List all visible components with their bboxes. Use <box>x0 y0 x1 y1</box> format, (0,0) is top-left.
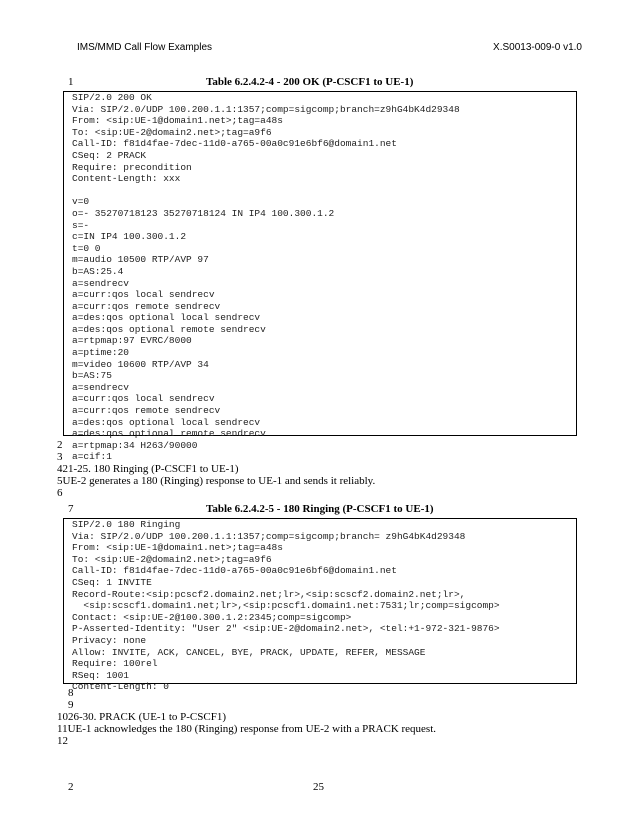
line-number: 8 <box>68 687 74 699</box>
code-line: a=curr:qos remote sendrecv <box>72 300 221 312</box>
code-line: b=AS:75 <box>72 370 112 382</box>
code-line: Contact: <sip:UE-2@100.300.1.2:2345;comp=sigcomp> <box>72 611 352 623</box>
code-listing-180-ringing <box>63 518 577 693</box>
table-caption: Table 6.2.4.2-5 - 180 Ringing (P-CSCF1 to UE-1) <box>206 503 434 515</box>
line-number: 7 <box>68 503 74 515</box>
code-line: CSeq: 2 PRACK <box>72 149 147 161</box>
code-line: c=IN IP4 100.300.1.2 <box>72 231 187 243</box>
code-line: To: <sip:UE-2@domain2.net>;tag=a9f6 <box>72 553 272 565</box>
code-line: Require: precondition <box>72 161 192 173</box>
running-header-doc-id: X.S0013-009-0 v1.0 <box>493 42 582 53</box>
table-caption: Table 6.2.4.2-4 - 200 OK (P-CSCF1 to UE-1) <box>206 76 414 88</box>
code-line: From: <sip:UE-1@domain1.net>;tag=a48s <box>72 542 283 554</box>
code-line: SIP/2.0 200 OK <box>72 92 152 103</box>
code-line: m=audio 10500 RTP/AVP 97 <box>72 254 209 266</box>
line-number: 6 <box>57 487 63 499</box>
code-line: To: <sip:UE-2@domain2.net>;tag=a9f6 <box>72 126 272 138</box>
code-line: a=rtpmap:97 EVRC/8000 <box>72 335 192 347</box>
body-paragraph: 11UE-1 acknowledges the 180 (Ringing) response from UE-2 with a PRACK request. <box>57 723 437 735</box>
code-line: CSeq: 1 INVITE <box>72 576 152 588</box>
running-header-title: IMS/MMD Call Flow Examples <box>77 42 213 53</box>
line-number: 1 <box>68 76 74 88</box>
code-line: a=cif:1 <box>72 451 112 463</box>
code-line: Call-ID: f81d4fae-7dec-11d0-a765-00a0c91e6bf6@domain1.net <box>72 565 397 577</box>
code-line: Content-Length: 0 <box>72 681 169 693</box>
code-line: Allow: INVITE, ACK, CANCEL, BYE, PRACK, UPDATE, REFER, MESSAGE <box>72 646 426 658</box>
code-line: m=video 10600 RTP/AVP 34 <box>72 358 209 370</box>
code-line <box>72 185 576 197</box>
code-line: P-Asserted-Identity: "User 2" <sip:UE-2@domain2.net>, <tel:+1-972-321-9876> <box>72 623 500 635</box>
code-line: a=ptime:20 <box>72 347 130 359</box>
code-line: b=AS:25.4 <box>72 265 124 277</box>
body-paragraph-heading: 1026-30. PRACK (UE-1 to P-CSCF1) <box>57 711 226 723</box>
code-line: a=curr:qos local sendrecv <box>72 289 215 301</box>
code-line: v=0 <box>72 196 90 208</box>
code-line: t=0 0 <box>72 242 101 254</box>
line-number: 12 <box>57 735 68 747</box>
line-number: 9 <box>68 699 74 711</box>
code-line: a=des:qos optional local sendrecv <box>72 416 261 428</box>
body-paragraph: 5UE-2 generates a 180 (Ringing) response to UE-1 and sends it reliably. <box>57 475 376 487</box>
code-line: From: <sip:UE-1@domain1.net>;tag=a48s <box>72 115 283 127</box>
code-listing-200-ok <box>63 91 577 463</box>
code-line: o=- 35270718123 35270718124 IN IP4 100.300.1.2 <box>72 207 335 219</box>
code-line: RSeq: 1001 <box>72 669 130 681</box>
line-number: 2 <box>57 439 63 451</box>
code-line: Privacy: none <box>72 634 147 646</box>
code-line: a=des:qos optional remote sendrecv <box>72 428 266 440</box>
code-line: a=rtpmap:34 H263/90000 <box>72 439 198 451</box>
page-number: 25 <box>313 781 324 793</box>
footer-line-number: 2 <box>68 781 74 793</box>
code-line: SIP/2.0 180 Ringing <box>72 519 181 530</box>
code-line: a=des:qos optional remote sendrecv <box>72 323 266 335</box>
code-line: a=sendrecv <box>72 277 130 289</box>
code-line: a=sendrecv <box>72 381 130 393</box>
code-line: <sip:scscf1.domain1.net;lr>,<sip:pcscf1.domain1.net:7531;lr;comp=sigcomp> <box>72 600 500 612</box>
code-line: Via: SIP/2.0/UDP 100.200.1.1:1357;comp=sigcomp;branch= z9hG4bK4d29348 <box>72 530 466 542</box>
code-line: Content-Length: xxx <box>72 173 181 185</box>
code-line: Require: 100rel <box>72 658 158 670</box>
code-line: Via: SIP/2.0/UDP 100.200.1.1:1357;comp=sigcomp;branch=z9hG4bK4d29348 <box>72 103 460 115</box>
line-number: 3 <box>57 451 63 463</box>
code-line: a=des:qos optional local sendrecv <box>72 312 261 324</box>
code-line: a=curr:qos local sendrecv <box>72 393 215 405</box>
code-line: Call-ID: f81d4fae-7dec-11d0-a765-00a0c91e6bf6@domain1.net <box>72 138 397 150</box>
body-paragraph-heading: 421-25. 180 Ringing (P-CSCF1 to UE-1) <box>57 463 239 475</box>
code-line: s=- <box>72 219 90 231</box>
code-line: a=curr:qos remote sendrecv <box>72 405 221 417</box>
code-line: Record-Route:<sip:pcscf2.domain2.net;lr>,<sip:scscf2.domain2.net;lr>, <box>72 588 466 600</box>
